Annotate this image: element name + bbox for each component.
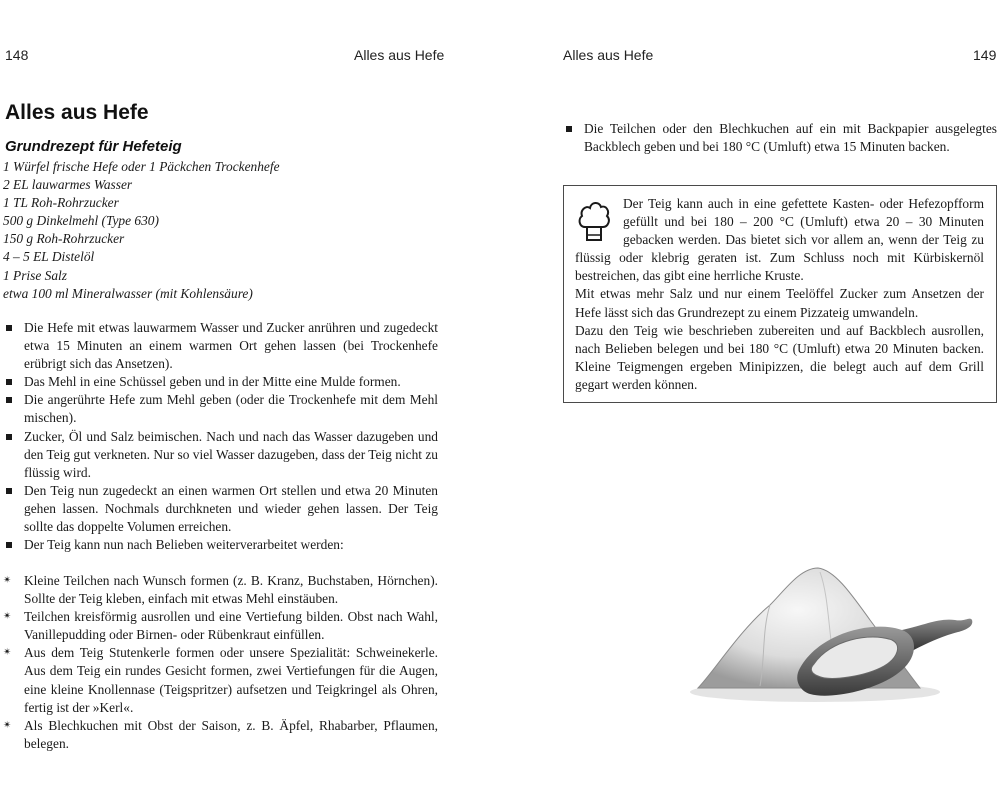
step-item: Der Teig kann nun nach Belieben weiterverarbeitet werden:	[3, 536, 438, 554]
variation-item: ✴ Aus dem Teig Stutenkerle formen oder unsere Spezialität: Schweinekerle. Aus dem Teig ein rundes Gesicht formen, zwei Vertiefungen für die Augen, eine kleine Knollennase (Teigspritzer) aufsetzen und Teigkringel als Ohren, fertig ist der »Kerl«.	[3, 644, 438, 716]
tip-paragraph: Der Teig kann auch in eine gefettete Kasten- oder Hefezopfform gefüllt und bei 180 – 200 °C (Umluft) etwa 20 – 30 Minuten gebacken werden. Das bietet sich vor allem an, wenn der Teig zu flüssig oder klebrig geraten ist. Zum Schluss noch mit Kürbiskernöl bestreichen, das gibt eine herrliche Kruste.	[575, 196, 984, 284]
ingredient-item: 1 Prise Salz	[3, 267, 67, 283]
chapter-title: Alles aus Hefe	[5, 101, 149, 124]
step-item: Die angerührte Hefe zum Mehl geben (oder die Trockenhefe mit dem Mehl mischen).	[3, 391, 438, 427]
step-item: Die Teilchen oder den Blechkuchen auf ein mit Backpapier ausgelegtes Backblech geben und bei 180 °C (Umluft) etwa 15 Minuten backen.	[563, 120, 997, 156]
running-head-right: Alles aus Hefe	[563, 47, 654, 63]
step-item: Die Hefe mit etwas lauwarmem Wasser und Zucker anrühren und zugedeckt etwa 15 Minuten an einem warmen Ort gehen lassen (bei Trockenhefe erübrigt sich das Ansetzen).	[3, 319, 438, 373]
tip-paragraph: Mit etwas mehr Salz und nur einem Teelöffel Zucker zum Ansetzen der Hefe lässt sich das Grundrezept zu einem Pizzateig umwandeln.	[575, 286, 984, 320]
step-item: Zucker, Öl und Salz beimischen. Nach und nach das Wasser dazugeben und den Teig gut verkneten. Nur so viel Wasser dazugeben, dass der Teig nicht zu flüssig wird.	[3, 428, 438, 482]
tip-box	[563, 185, 997, 403]
variation-item: ✴ Teilchen kreisförmig ausrollen und eine Vertiefung bilden. Obst nach Wahl, Vanillepudding oder Birnen- oder Rübenkraut einfüllen.	[3, 608, 438, 644]
ingredient-item: 4 – 5 EL Distelöl	[3, 249, 95, 265]
step-item: Das Mehl in eine Schüssel geben und in der Mitte eine Mulde formen.	[3, 373, 438, 391]
ingredient-item: etwa 100 ml Mineralwasser (mit Kohlensäure)	[3, 285, 253, 301]
ingredient-item: 500 g Dinkelmehl (Type 630)	[3, 213, 159, 229]
right-page	[500, 0, 1000, 800]
page-number-left: 148	[5, 47, 29, 63]
chef-hat-icon	[577, 197, 611, 247]
page-number-right: 149	[973, 47, 997, 63]
ingredient-item: 150 g Roh-Rohrzucker	[3, 231, 125, 247]
flour-scoop-illustration	[670, 560, 980, 710]
ingredient-list	[3, 158, 443, 303]
variation-list	[3, 572, 438, 753]
ingredient-item: 1 Würfel frische Hefe oder 1 Päckchen Trockenhefe	[3, 159, 280, 174]
tip-paragraph: Dazu den Teig wie beschrieben zubereiten und auf Backblech ausrollen, nach Belieben belegen und bei 180 °C (Umluft) etwa 20 Minuten backen. Kleine Teigmengen ergeben Minipizzen, die belegt auch auf dem Grill gegart werden können.	[575, 322, 984, 392]
variation-item: ✴ Als Blechkuchen mit Obst der Saison, z. B. Äpfel, Rhabarber, Pflaumen, belegen.	[3, 717, 438, 753]
variation-item: ✴ Kleine Teilchen nach Wunsch formen (z. B. Kranz, Buchstaben, Hörnchen). Sollte der Teig kleben, einfach mit etwas Mehl einstäuben.	[3, 572, 438, 608]
step-list	[3, 319, 438, 554]
recipe-title: Grundrezept für Hefeteig	[5, 138, 182, 155]
step-list-continued	[563, 120, 997, 156]
running-head-left: Alles aus Hefe	[354, 47, 445, 63]
ingredient-item: 1 TL Roh-Rohrzucker	[3, 195, 119, 211]
ingredient-item: 2 EL lauwarmes Wasser	[3, 177, 133, 193]
step-item: Den Teig nun zugedeckt an einen warmen Ort stellen und etwa 20 Minuten gehen lassen. Nochmals durchkneten und wieder gehen lassen. Der Teig sollte das doppelte Volumen erreichen.	[3, 482, 438, 536]
